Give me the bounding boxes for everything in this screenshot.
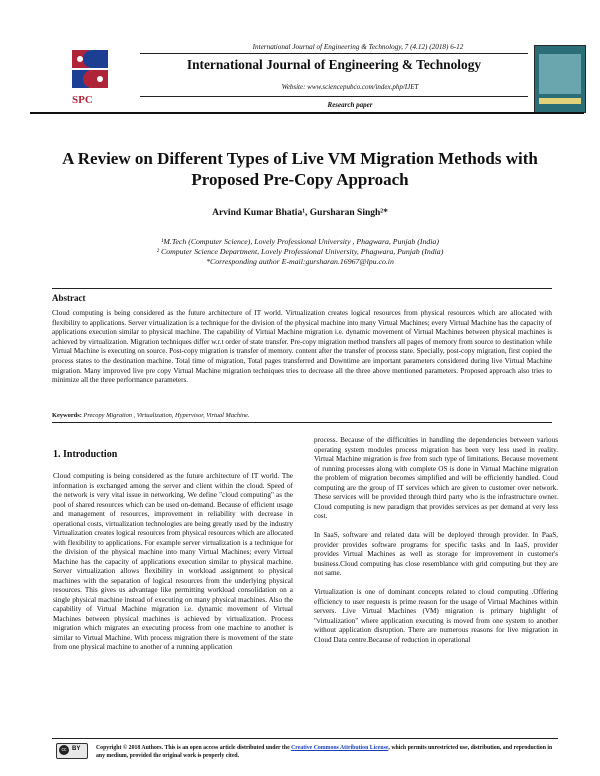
header-rule-bottom: [140, 96, 528, 97]
copyright-suffix: , which permits unrestricted use, distribution, and reproduction in any medium, provided the original work is properly cited.: [96, 745, 553, 759]
publisher-logo: [66, 46, 114, 110]
section-heading-introduction: 1. Introduction: [53, 449, 118, 460]
cc-label: cc: [59, 745, 69, 755]
intro-right-column: [314, 436, 558, 655]
author-list: Arvind Kumar Bhatia¹, Gursharan Singh²*: [212, 208, 388, 218]
affiliation-1: ¹M.Tech (Computer Science), Lovely Professional University , Phagwara, Punjab (India): [161, 237, 439, 246]
header-rule-top: [140, 53, 528, 54]
license-link[interactable]: Creative Commons Attribution License: [291, 745, 389, 751]
intro-paragraph: In SaaS, software and related data will be deployed through provider. In PaaS, provider provides software programs for specific tasks and In IaaS, provider provides Virtual Machines as well as storage for improvement in customer's business.Cloud computing has close resemblance with grid computing but they are not same.: [314, 531, 558, 577]
cc-by-label: BY: [72, 746, 81, 752]
cc-license-icon[interactable]: [56, 743, 88, 759]
keywords-value: Precopy Migration , Virtualization, Hypervisor, Virtual Machine.: [83, 412, 250, 419]
intro-paragraph: process. Because of the difficulties in handling the dependencies between various operating system modules process migration has been very less used in reality. Virtual Machine migration is free from such type of limitations. Because movement of running processes along with complete OS is done in Virtual Machine migration the problem of migration becomes simplified and will be efficiently handled. Coud computing are the group of IT services which are given to customer over network. These services will be provided through third party who is the infrastructure owner. Cloud computing is new paradigm that provides services as per demand at very less cost.: [314, 436, 558, 520]
article-type: Research paper: [327, 101, 373, 109]
journal-website: Website: www.sciencepubco.com/index.php/IJET: [281, 83, 419, 91]
paper-title-line1: A Review on Different Types of Live VM Migration Methods with: [62, 149, 538, 168]
footer-rule: [52, 738, 558, 739]
affiliation-2: ² Computer Science Department, Lovely Professional University, Phagwara, Punjab (India): [156, 247, 444, 256]
abstract-rule-top: [52, 288, 552, 289]
intro-left-column: Cloud computing is being considered as the future architecture of IT world. The information is exchanged among the server and client within the cloud. Speed of the network is very vital issue in networking. We define "cloud computing" as the pool of shared resources which can be used on-demand. Because of efficient usage and management of resources, improvement in reliability with decrease in operational costs, virtualization technologies are being greatly used by the industry Virtualization creates logical resources from physical resources which are allocated with flexibility to applications. For example server virtualization is a technique for the division of the physical machine into many Virtual Machines; every Virtual Machine has the capacity of applications execution similar to physical machine. Server virtualization allows flexibility in workload assignment to physical machines with the separation of logical resources from the underlying physical resources. This gives us advantage like permitting workload consolidation on a single physical machine instead of executing on many physical machines. Also the capability of Virtual Machine migration i.e. dynamic movement of Virtual Machines between physical machines is achieved by virtualization. Process migration which migrates an executing process from one machine to another is similar to Virtual Machine. With process migration there is movement of the state from one physical machine to another of a running application: [53, 472, 293, 651]
header-divider: [30, 112, 584, 114]
journal-cover-thumbnail: [534, 45, 586, 113]
paper-title-line2: Proposed Pre-Copy Approach: [191, 170, 409, 189]
keywords-label: Keywords:: [52, 412, 82, 419]
abstract-body: Cloud computing is being considered as the future architecture of IT world. Virtualization creates logical resources from physical resources which are allocated with flexibility to applications. Server virtualization is a technique for the division of the physical machine into many Virtual Machines; every Virtual Machine has the capacity of applications execution similar to physical machine. The capability of Virtual Machine migration i.e. dynamic movement of Virtual Machines between physical machines is achieved by virtualization. Migration techniques differ w.r.t order of state transfer. Pre-copy migration method transfers all pages of memory from source to destination while Virtual Machine is executing on source. Post-copy migration is transfer of memory. content after the transfer of process state. Specially, post-copy migration, first copied the process states to the destination machine. Total time of migration, Total pages transferred and Downtime are important parameters considered during live Virtual Machine migration. Many improved live pre copy Virtual Machine migration techniques tries to decrease all the three above mentioned parameters. Proposed approach also tries to minimize all the three performance parameters.: [52, 309, 552, 385]
keywords-line: [52, 412, 552, 419]
paper-title: [30, 148, 570, 190]
abstract-rule-bottom: [52, 422, 552, 423]
corresponding-author: *Corresponding author E-mail:gursharan.16967@lpu.co.in: [206, 257, 394, 266]
copyright-notice: [96, 745, 556, 760]
copyright-prefix: Copyright © 2018 Authors. This is an open access article distributed under the: [96, 745, 292, 751]
journal-citation: International Journal of Engineering & Technology, 7 (4.12) (2018) 6-12: [252, 43, 464, 51]
intro-paragraph: Virtualization is one of dominant concepts related to cloud computing .Offering efficiency to user requests is prime reason for the usage of Virtual Machines within servers. Live Virtual Machines (VM) migration is primary highlight of "virtualization" where application executing is moved from one system to another without application disruption. There are numerous reasons for live migration in Cloud Data centre.Because of reduction in operational: [314, 588, 558, 644]
journal-title: International Journal of Engineering & Technology: [186, 57, 482, 72]
abstract-heading: Abstract: [52, 293, 86, 303]
logo-text: SPC: [72, 94, 93, 106]
